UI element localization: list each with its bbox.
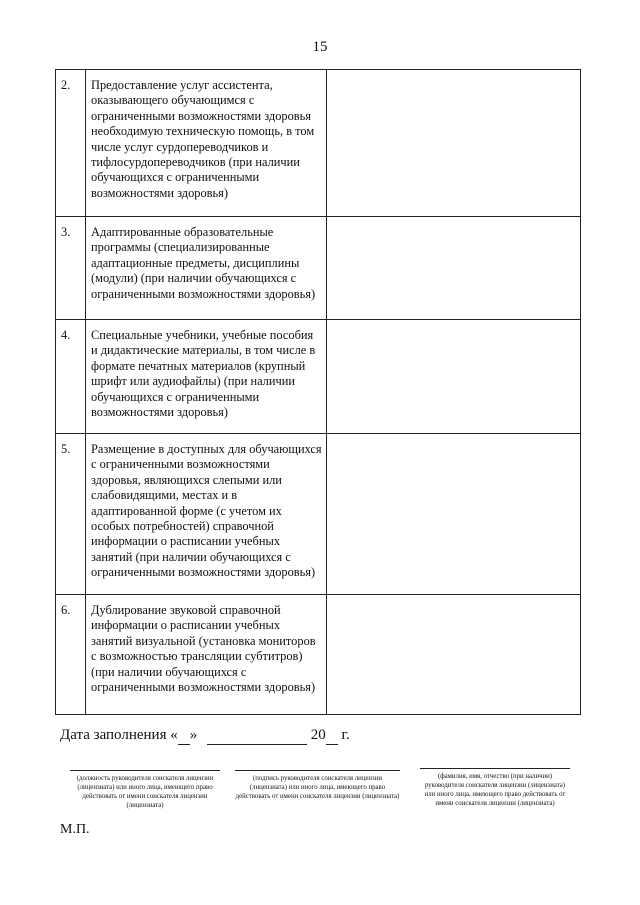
position-caption: (должность руководителя соискателя лицензии (лицензиата) или иного лица, имеющего право действовать от имени соискателя лицензии (лицензиата) xyxy=(76,775,214,809)
day-field[interactable] xyxy=(178,727,190,745)
table-row xyxy=(56,320,581,434)
fill-date-close-quote: » xyxy=(189,727,198,743)
row-number: 4. xyxy=(56,320,86,434)
row-value-cell[interactable] xyxy=(327,70,581,217)
month-field[interactable] xyxy=(207,727,307,745)
year-field[interactable] xyxy=(326,727,338,745)
year-prefix: 20 xyxy=(310,727,326,743)
row-value-cell[interactable] xyxy=(327,595,581,715)
row-number: 6. xyxy=(56,595,86,715)
row-description: Предоставление услуг ассистента, оказывающего обучающимся с ограниченными возможностями здоровья необходимую техническую помощь, в том числе услуг сурдопереводчиков и тифлосурдопереводчиков (при наличии обучающихся с ограниченными возможностями здоровья) xyxy=(86,70,327,217)
name-caption: (фамилия, имя, отчество (при наличии) руководителя соискателя лицензии (лицензиата) или иного лица, имеющего право действовать от имени соискателя лицензии (лицензиата) xyxy=(424,773,566,807)
name-signature-block xyxy=(420,768,570,808)
table-row xyxy=(56,70,581,217)
row-description: Специальные учебники, учебные пособия и дидактические материалы, в том числе в формате печатных материалов (крупный шрифт или аудиофайлы) (при наличии обучающихся с ограниченными возможностями здоровья) xyxy=(86,320,327,434)
signature-caption: (подпись руководителя соискателя лицензии (лицензиата) или иного лица, имеющего право действовать от имени соискателя лицензии (лицензиата) xyxy=(235,775,400,800)
row-number: 5. xyxy=(56,434,86,595)
page-number: 15 xyxy=(312,39,328,55)
row-value-cell[interactable] xyxy=(327,434,581,595)
conditions-table xyxy=(55,69,581,715)
row-value-cell[interactable] xyxy=(327,320,581,434)
stamp-label: М.П. xyxy=(60,822,90,837)
year-suffix: г. xyxy=(337,727,350,743)
signature-block xyxy=(235,770,400,801)
row-number: 3. xyxy=(56,217,86,320)
fill-date-line xyxy=(60,727,350,745)
row-value-cell[interactable] xyxy=(327,217,581,320)
fill-date-label: Дата заполнения « xyxy=(60,727,178,743)
row-number: 2. xyxy=(56,70,86,217)
row-description: Адаптированные образовательные программы (специализированные адаптационные предметы, дисциплины (модули) (при наличии обучающихся с ограниченными возможностями здоровья) xyxy=(86,217,327,320)
row-description: Дублирование звуковой справочной информации о расписании учебных занятий визуальной (установка мониторов с возможностью трансляции субтитров) (при наличии обучающихся с ограниченными возможностями здоровья) xyxy=(86,595,327,715)
table-row xyxy=(56,595,581,715)
table-row xyxy=(56,217,581,320)
row-description: Размещение в доступных для обучающихся с ограниченными возможностями здоровья, являющихся слепыми или слабовидящими, местах и в адаптированной форме (с учетом их особых потребностей) справочной информации о расписании учебных занятий (при наличии обучающихся с ограниченными возможностями здоровья) xyxy=(86,434,327,595)
position-signature-block xyxy=(70,770,220,810)
table-row xyxy=(56,434,581,595)
